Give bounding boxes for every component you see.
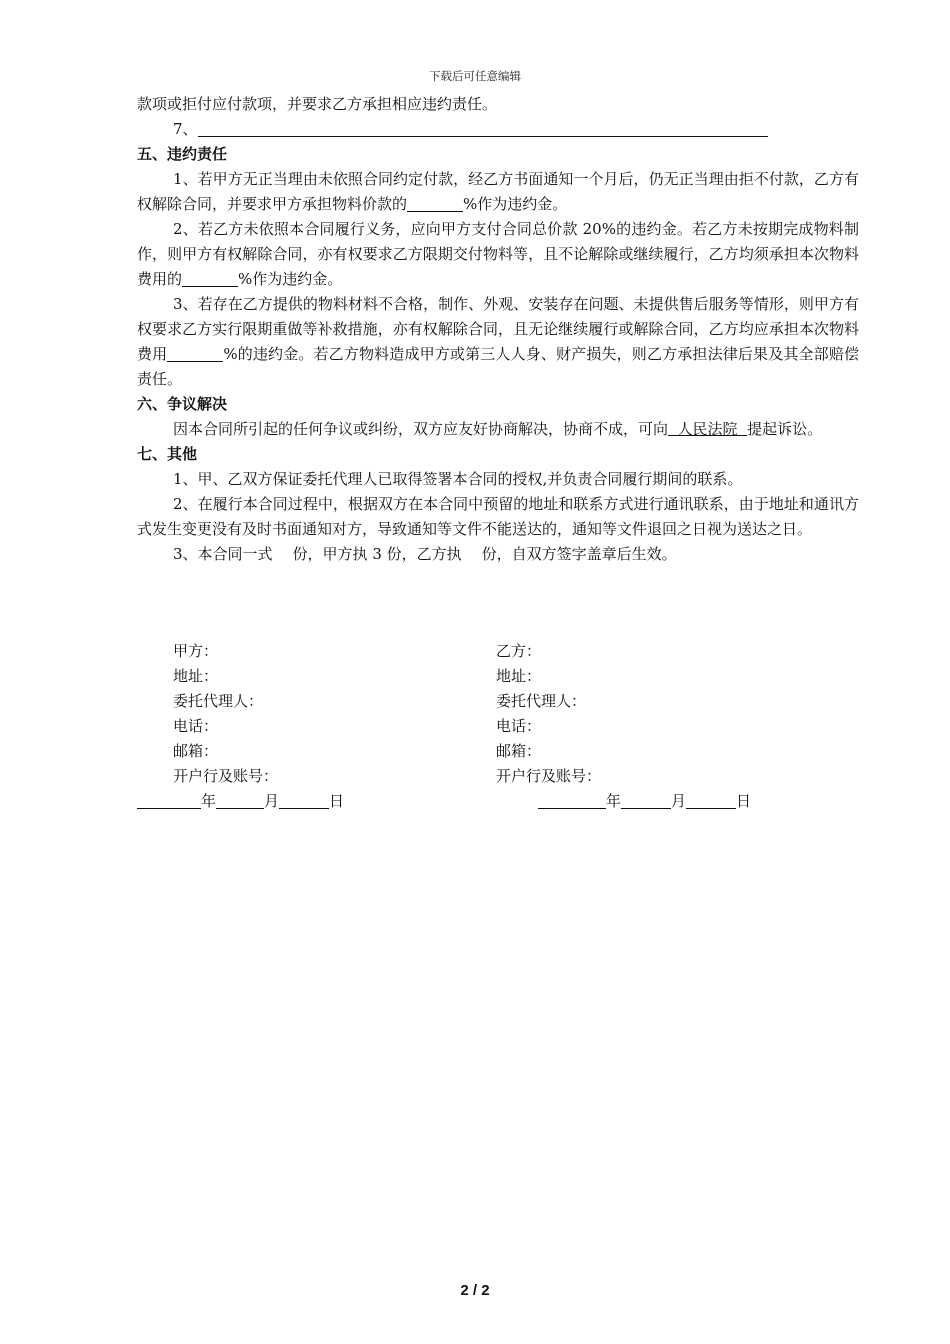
court-name: 人民法院 [668,420,748,438]
party-a-email: 邮箱： [173,742,219,760]
party-a-bank: 开户行及账号： [173,767,279,785]
fill-blank [407,194,463,212]
paragraph: 1、甲、乙双方保证委托代理人已取得签署本合同的授权,并负责合同履行期间的联系。 [173,470,743,488]
section-title: 五、违约责任 [137,145,228,163]
party-b-phone: 电话： [496,717,542,735]
party-b-email: 邮箱： [496,742,542,760]
fill-blank [198,119,768,137]
party-a-date: 年 月 日 [137,789,344,814]
page-header: 下载后可任意编辑 [429,69,521,83]
page-number: 2 / 2 [460,1282,490,1299]
party-b-info [496,639,601,789]
section-title: 六、争议解决 [137,395,228,413]
party-b-address: 地址： [496,667,542,685]
paragraph: 2、若乙方未依照本合同履行义务，应向甲方支付合同总价款 20%的违约金。若乙方未按期完成物料制作，则甲方有权解除合同，亦有权要求乙方限期交付物料等，且不论解除或继续履行，乙方均须承担本次物料费用的 %作为违约金。 [137,220,859,288]
section-title: 七、其他 [137,445,198,463]
fill-blank [182,269,238,287]
party-a-agent: 委托代理人： [173,692,264,710]
party-b-bank: 开户行及账号： [496,767,602,785]
fill-blank [167,344,223,362]
paragraph: 款项或拒付应付款项，并要求乙方承担相应违约责任。 [137,95,498,113]
paragraph: 3、本合同一式 份，甲方执 3 份，乙方执 份，自双方签字盖章后生效。 [173,545,677,563]
party-b-agent: 委托代理人： [496,692,587,710]
party-a-name: 甲方： [173,642,219,660]
paragraph-item-7: 7、 [137,117,859,142]
party-a-info [173,639,278,789]
paragraph: 2、在履行本合同过程中，根据双方在本合同中预留的地址和联系方式进行通讯联系，由于地址和通讯方式发生变更没有及时书面通知对方，导致通知等文件不能送达的，通知等文件退回之日视为送达之日。 [137,495,859,538]
party-a-address: 地址： [173,667,219,685]
paragraph: 因本合同所引起的任何争议或纠纷，双方应友好协商解决，协商不成，可向 人民法院 提起诉讼。 [173,420,823,438]
party-a-phone: 电话： [173,717,219,735]
party-b-date: 年 月 日 [538,789,751,814]
contract-body [137,92,859,810]
paragraph: 1、若甲方无正当理由未依照合同约定付款，经乙方书面通知一个月后，仍无正当理由拒不付款，乙方有权解除合同，并要求甲方承担物料价款的 %作为违约金。 [137,170,859,213]
party-b-name: 乙方： [496,642,542,660]
paragraph: 3、若存在乙方提供的物料材料不合格，制作、外观、安装存在问题、未提供售后服务等情形，则甲方有权要求乙方实行限期重做等补救措施，亦有权解除合同，且无论继续履行或解除合同，乙方均应承担本次物料费用 %的违约金。若乙方物料造成甲方或第三人人身、财产损失，则乙方承担法律后果及其全部赔偿责任。 [137,295,859,388]
